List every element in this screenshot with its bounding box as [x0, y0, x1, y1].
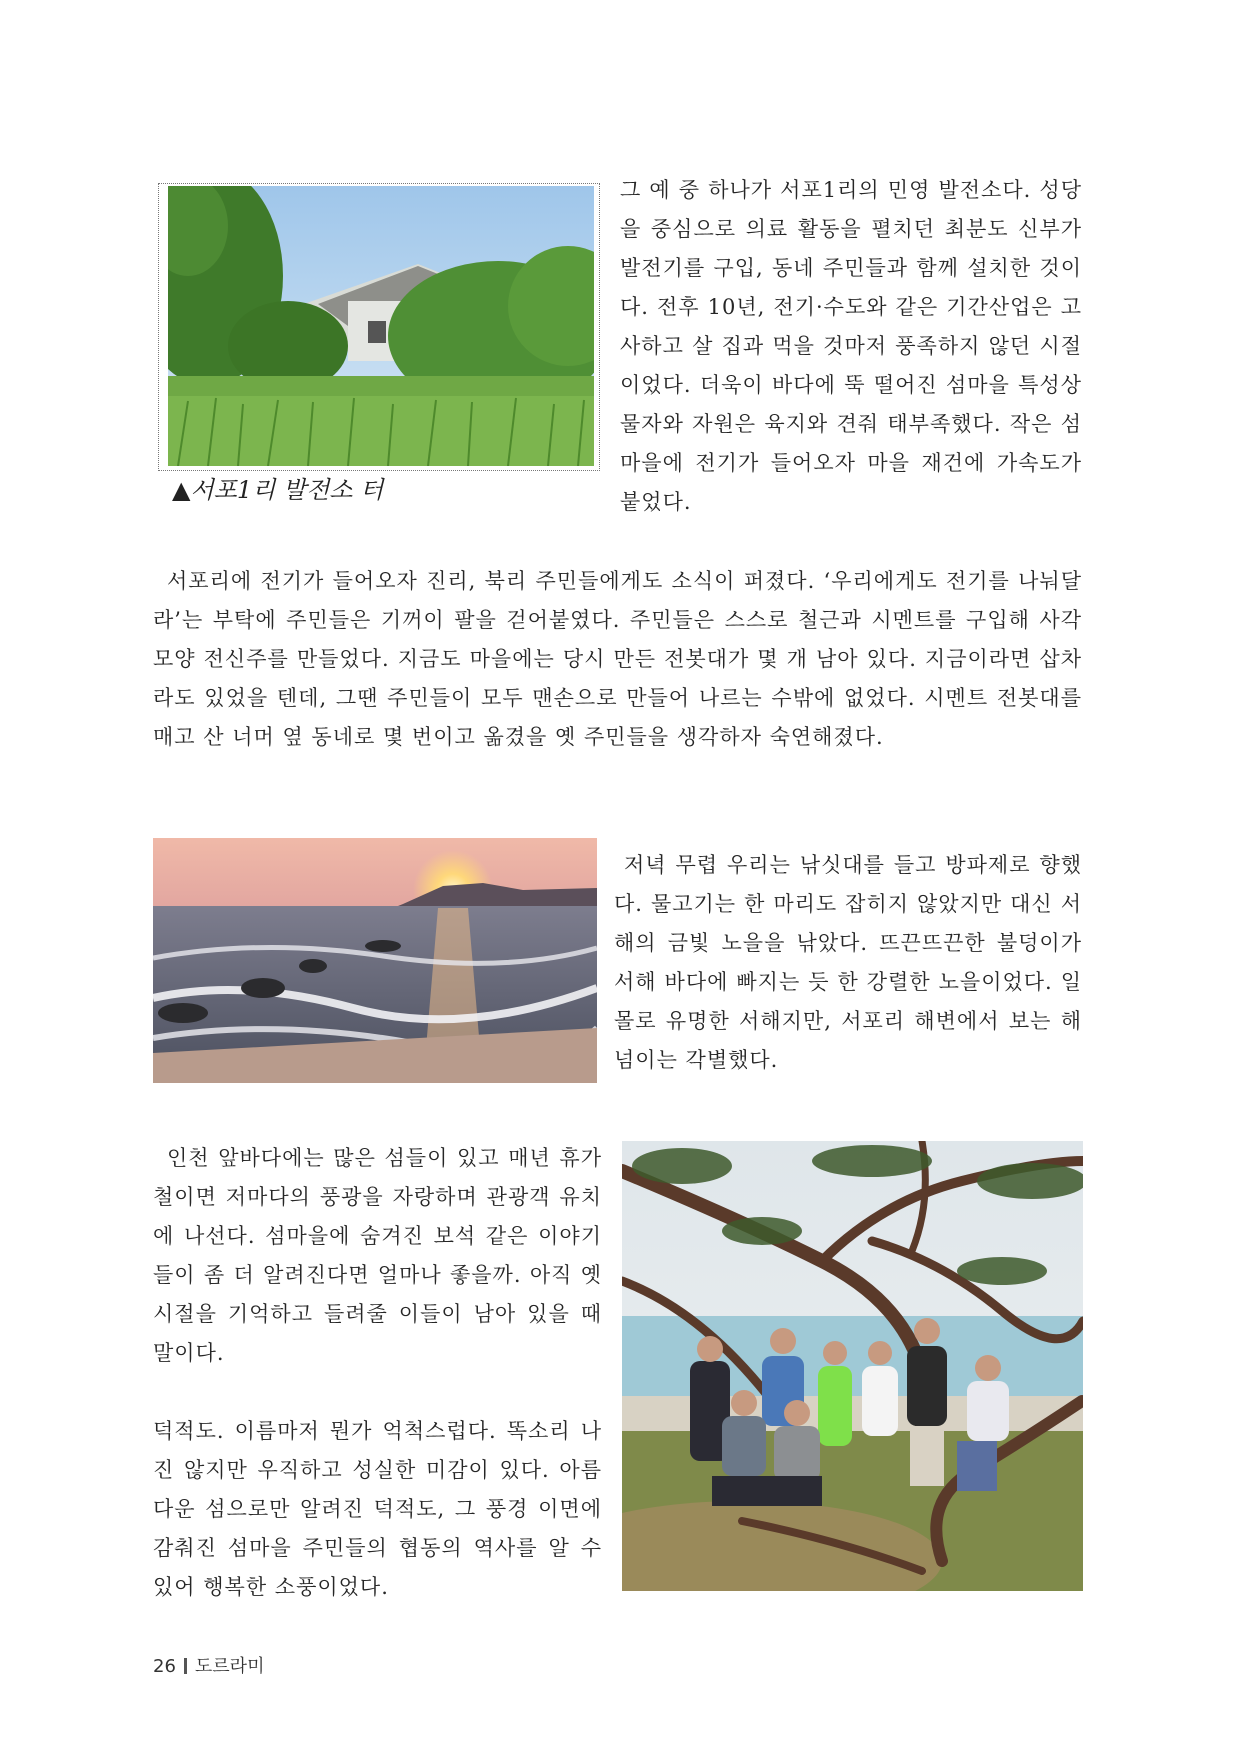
paragraph-electricity: 서포리에 전기가 들어오자 진리, 북리 주민들에게도 소식이 퍼졌다. ‘우리에게도 전기를 나눠달라’는 부탁에 주민들은 기꺼이 팔을 걷어붙였다. 주민들은 스스로 철근과 시멘트를 구입해 사각 모양 전신주를 만들었다. 지금도 마을에는 당시 만든 전봇대가 몇 개 남아 있다. 지금이라면 삽차라도 있었을 텐데, 그땐 주민들이 모두 맨손으로 만들어 나르는 수밖에 없었다. 시멘트 전봇대를 매고 산 너머 옆 동네로 몇 번이고 옮겼을 옛 주민들을 생각하자 숙연해졌다.: [153, 569, 1082, 749]
photo-caption: ▲서포1리 발전소 터: [172, 476, 384, 504]
page-footer: [153, 1652, 264, 1678]
footer-separator: [184, 1658, 187, 1674]
paragraph-power-plant: 그 예 중 하나가 서포1리의 민영 발전소다. 성당을 중심으로 의료 활동을 펼치던 최분도 신부가 발전기를 구입, 동네 주민들과 함께 설치한 것이다. 전후 10년, 전기·수도와 같은 기간산업은 고사하고 살 집과 먹을 것마저 풍족하지 않던 시절이었다. 더욱이 바다에 뚝 떨어진 섬마을 특성상 물자와 자원은 육지와 견줘 태부족했다. 작은 섬마을에 전기가 들어오자 마을 재건에 가속도가 붙었다.: [620, 178, 1082, 514]
paragraph-islands: 인천 앞바다에는 많은 섬들이 있고 매년 휴가철이면 저마다의 풍광을 자랑하며 관광객 유치에 나선다. 섬마을에 숨겨진 보석 같은 이야기들이 좀 더 알려진다면 얼마나 좋을까. 아직 옛 시절을 기억하고 들려줄 이들이 남아 있을 때 말이다.: [153, 1146, 602, 1365]
page-number: 26: [153, 1656, 176, 1677]
group-photo: [622, 1141, 1083, 1591]
magazine-name: 도르라미: [194, 1656, 265, 1677]
paragraph-sunset: 저녁 무렵 우리는 낚싯대를 들고 방파제로 향했다. 물고기는 한 마리도 잡히지 않았지만 대신 서해의 금빛 노을을 낚았다. 뜨끈뜨끈한 불덩이가 서해 바다에 빠지는 듯 한 강렬한 노을이었다. 일몰로 유명한 서해지만, 서포리 해변에서 보는 해넘이는 각별했다.: [614, 853, 1082, 1072]
sunset-photo: [153, 838, 597, 1083]
power-plant-photo: [168, 186, 594, 466]
paragraph-deokjeokdo: 덕적도. 이름마저 뭔가 억척스럽다. 똑소리 나진 않지만 우직하고 성실한 미감이 있다. 아름다운 섬으로만 알려진 덕적도, 그 풍경 이면에 감춰진 섬마을 주민들의 협동의 역사를 알 수 있어 행복한 소풍이었다.: [153, 1419, 602, 1599]
